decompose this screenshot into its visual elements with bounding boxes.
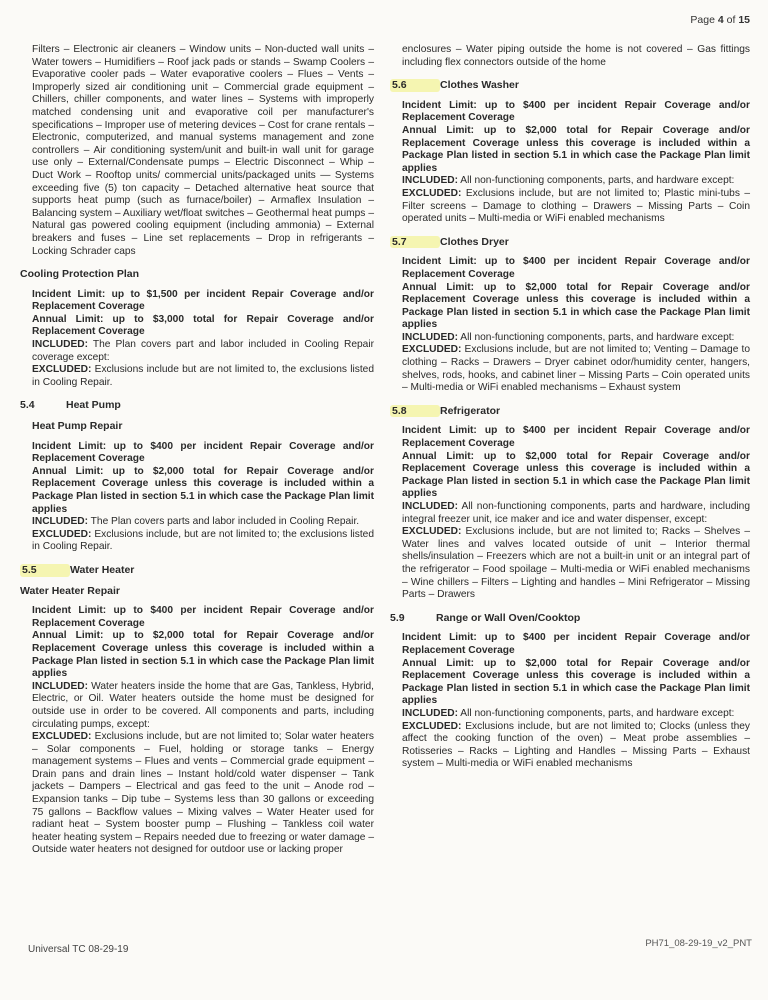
excluded-label: EXCLUDED: bbox=[32, 364, 92, 376]
excluded-label: EXCLUDED: bbox=[402, 344, 462, 356]
included-label: INCLUDED: bbox=[402, 501, 459, 512]
page-number bbox=[690, 14, 750, 26]
excluded-text: Exclusions include, but are not limited to; Clocks (unless they affect the cooking function of the oven) – Meat probe assemblies – Rotisseries – Racks – Lighting and Handles – Missing Parts – Exhaust system – Multi-media or WiFi enabled mechanisms bbox=[402, 720, 750, 770]
page-total: 15 bbox=[738, 14, 750, 26]
included-label: INCLUDED: bbox=[32, 680, 89, 692]
section-5-6-heading bbox=[390, 79, 750, 92]
cooling-excluded bbox=[32, 364, 374, 389]
section-number: 5.8 bbox=[390, 405, 440, 418]
excluded-text: Exclusions include, but are not limited to; Solar water heaters – Solar components – Fuel, holding or storage tanks – Energy management systems – Flues and vents – Commercial grade equipment – Drain pans and drain lines – Instant hold/cold water dispenser – Tank jackets – Dampers – Electrical and gas feed to the unit – Anode rod – Expansion tanks – Dip tube – Systems less than 30 gallons or exceeding 75 gallons – Backflow values – Mixing valves – Water Heater used for radiant heat – System booster pump – Flushing – Tankless coil water heater heating system – Repairs needed due to freezing or water damage – Outside water heaters not designed for outdoor use or lacking proper bbox=[32, 731, 374, 856]
heat-pump-repair-title: Heat Pump Repair bbox=[32, 420, 123, 433]
excluded-text: Exclusions include, but are not limited to; Venting – Damage to clothing – Racks – Drawers – Dryer cabinet odor/humidity center, hangers, shelves, rods, hooks, and cabinet liner – Missing Parts – Coin operated units – Multi-media or WiFi enabled mechanisms – Exhaust system bbox=[402, 344, 750, 394]
section-5-5-heading bbox=[20, 564, 374, 577]
range-included bbox=[402, 708, 750, 721]
water-heater-excluded bbox=[32, 731, 374, 857]
included-text: The Plan covers parts and labor included in Cooling Repair. bbox=[88, 516, 360, 528]
excluded-text: Exclusions include but are not limited to, the exclusions listed in Cooling Repair. bbox=[32, 364, 374, 388]
water-heater-annual-limit: Annual Limit: up to $2,000 total for Repair Coverage and/or Replacement Coverage unless this coverage is included within a Package Plan listed in section 5.1 in which case the Package Plan limit applies bbox=[32, 630, 374, 680]
section-title: Clothes Washer bbox=[440, 79, 519, 92]
water-heater-repair-title: Water Heater Repair bbox=[20, 584, 120, 597]
section-number: 5.9 bbox=[390, 611, 405, 624]
dryer-excluded bbox=[402, 344, 750, 394]
range-incident-limit: Incident Limit: up to $400 per incident Repair Coverage and/or Replacement Coverage bbox=[402, 632, 750, 656]
section-title: Heat Pump bbox=[66, 399, 121, 412]
heat-pump-included bbox=[32, 516, 374, 529]
section-5-9-heading bbox=[390, 612, 750, 625]
water-heater-included bbox=[32, 681, 374, 731]
dryer-included bbox=[402, 332, 750, 345]
included-text: All non-functioning components, parts, and hardware except: bbox=[458, 707, 735, 719]
dryer-incident-limit: Incident Limit: up to $400 per incident Repair Coverage and/or Replacement Coverage bbox=[402, 256, 750, 280]
fridge-incident-limit: Incident Limit: up to $400 per incident Repair Coverage and/or Replacement Coverage bbox=[402, 425, 750, 450]
excluded-label: EXCLUDED: bbox=[32, 528, 92, 540]
excluded-text: Exclusions include, but are not limited to; Racks – Shelves – Water lines and valves located outside of unit – Interior thermal shells/insulation – Freezers which are not a built-in unit or an integral part of the refrigerator – Food spoilage – Multi-media or WiFi enabled mechanisms – Wine chillers – Filters – Lighting and handles – Mini Refrigerator – Missing Parts – Drawers bbox=[402, 526, 750, 601]
page-of: of bbox=[726, 14, 736, 26]
excluded-text: Exclusions include, but are not limited to; Plastic mini-tubs – Filter screens – Damage to clothing – Drawers – Missing Parts – Coin operated units – Multi-media or WiFi enabled mechanisms bbox=[402, 187, 750, 225]
dryer-annual-limit: Annual Limit: up to $2,000 total for Repair Coverage and/or Replacement Coverage unless this coverage is included within a Package Plan listed in section 5.1 in which case the Package Plan limit applies bbox=[402, 281, 750, 331]
fridge-annual-limit: Annual Limit: up to $2,000 total for Repair Coverage and/or Replacement Coverage unless this coverage is included within a Package Plan listed in section 5.1 in which case the Package Plan limit applies bbox=[402, 450, 750, 500]
section-5-8-heading bbox=[390, 405, 750, 418]
excluded-label: EXCLUDED: bbox=[32, 731, 92, 743]
section-number: 5.6 bbox=[390, 79, 440, 92]
excluded-label: EXCLUDED: bbox=[402, 526, 462, 538]
page-current: 4 bbox=[717, 14, 724, 26]
included-label: INCLUDED: bbox=[402, 175, 459, 187]
included-label: INCLUDED: bbox=[32, 516, 89, 528]
fridge-included bbox=[402, 501, 750, 526]
included-text: All non-functioning components, parts and hardware, including integral freezer unit, ice maker and ice and water dispenser, except: bbox=[402, 501, 750, 525]
cooling-annual-limit: Annual Limit: up to $3,000 total for Repair Coverage and/or Replacement Coverage bbox=[32, 313, 374, 338]
section-5-7-heading bbox=[390, 236, 750, 249]
included-text: The Plan covers part and labor included in Cooling Repair coverage except: bbox=[32, 339, 374, 363]
section-title: Refrigerator bbox=[440, 404, 501, 417]
cooling-incident-limit: Incident Limit: up to $1,500 per incident Repair Coverage and/or Replacement Coverage bbox=[32, 288, 374, 313]
heat-pump-incident-limit: Incident Limit: up to $400 per incident Repair Coverage and/or Replacement Coverage bbox=[32, 440, 374, 465]
range-excluded bbox=[402, 721, 750, 771]
included-label: INCLUDED: bbox=[402, 331, 459, 343]
section-number: 5.4 bbox=[20, 399, 35, 412]
washer-incident-limit: Incident Limit: up to $400 per incident Repair Coverage and/or Replacement Coverage bbox=[402, 99, 750, 124]
washer-included bbox=[402, 175, 750, 188]
heat-pump-excluded bbox=[32, 529, 374, 554]
excluded-label: EXCLUDED: bbox=[402, 187, 462, 199]
section-title: Clothes Dryer bbox=[440, 235, 509, 248]
water-heater-incident-limit: Incident Limit: up to $400 per incident Repair Coverage and/or Replacement Coverage bbox=[32, 605, 374, 629]
included-label: INCLUDED: bbox=[32, 339, 89, 351]
included-text: All non-functioning components, parts, and hardware except: bbox=[458, 175, 735, 187]
washer-annual-limit: Annual Limit: up to $2,000 total for Repair Coverage and/or Replacement Coverage unless this coverage is included within a Package Plan listed in section 5.1 in which case the Package Plan limit applies bbox=[402, 124, 750, 174]
range-annual-limit: Annual Limit: up to $2,000 total for Repair Coverage and/or Replacement Coverage unless this coverage is included within a Package Plan listed in section 5.1 in which case the Package Plan limit applies bbox=[402, 657, 750, 707]
footer-right-code: PH71_08-29-19_v2_PNT bbox=[645, 938, 752, 949]
page-label: Page bbox=[690, 14, 715, 26]
included-text: All non-functioning components, parts, and hardware except: bbox=[458, 331, 735, 343]
water-heater-exclusions-continued: enclosures – Water piping outside the home is not covered – Gas fittings including flex connectors outside of the home bbox=[402, 44, 750, 68]
cooling-protection-title: Cooling Protection Plan bbox=[20, 268, 140, 281]
washer-excluded bbox=[402, 188, 750, 226]
section-5-4-heading bbox=[20, 399, 374, 412]
heat-pump-annual-limit: Annual Limit: up to $2,000 total for Repair Coverage and/or Replacement Coverage unless this coverage is included within a Package Plan listed in section 5.1 in which case the Package Plan limit applies bbox=[32, 465, 374, 515]
section-number: 5.7 bbox=[390, 236, 440, 249]
right-column bbox=[390, 44, 750, 771]
ac-exclusions-continued: Filters – Electronic air cleaners – Window units – Non-ducted wall units – Water towers – Humidifiers – Roof jack pads or stands – Swamp Coolers – Evaporative cooler pads – Water evaporative coolers – Flues – Vents – Improperly sized air conditioning unit – Commercial grade equipment – Chillers, chiller components, and water lines – Systems with improperly matched condensing unit and evaporative coil per manufacturer's specifications – Improper use of metering devices – Cost for crane rentals – Electronic, computerized, and manual systems management and zone controllers – Air conditioning system/unit and built-in wall unit for garage use only – External/Condensate pumps – Electric Disconnect – Whip – Duct Work – Rooftop units/ commercial units/packaged units — Systems exceeding five (5) ton capacity – Detached alternative heat source that supports heat pump (such as furnace/boiler) – Armaflex Insulation – Balancing system – Auxiliary wet/float switches – Geothermal heat pumps – Natural gas powered cooling equipment (including ammonia) – External breakers and fuses – Line set replacements – Drop in refrigerants – Locking Schrader caps bbox=[32, 44, 374, 257]
excluded-text: Exclusions include, but are not limited to; the exclusions listed in Cooling Repair. bbox=[32, 528, 374, 553]
cooling-included bbox=[32, 339, 374, 364]
included-label: INCLUDED: bbox=[402, 707, 459, 719]
excluded-label: EXCLUDED: bbox=[402, 720, 462, 732]
left-column bbox=[20, 44, 374, 857]
included-text: Water heaters inside the home that are Gas, Tankless, Hybrid, Electric, or Oil. Water heaters outside the home must be designed for outside use in order to be covered. All components and parts, including circulating pumps, except: bbox=[32, 680, 374, 730]
section-title: Range or Wall Oven/Cooktop bbox=[436, 611, 581, 624]
footer-left-code: Universal TC 08-29-19 bbox=[28, 944, 129, 955]
section-title: Water Heater bbox=[70, 563, 135, 576]
section-number: 5.5 bbox=[20, 564, 70, 577]
fridge-excluded bbox=[402, 526, 750, 602]
